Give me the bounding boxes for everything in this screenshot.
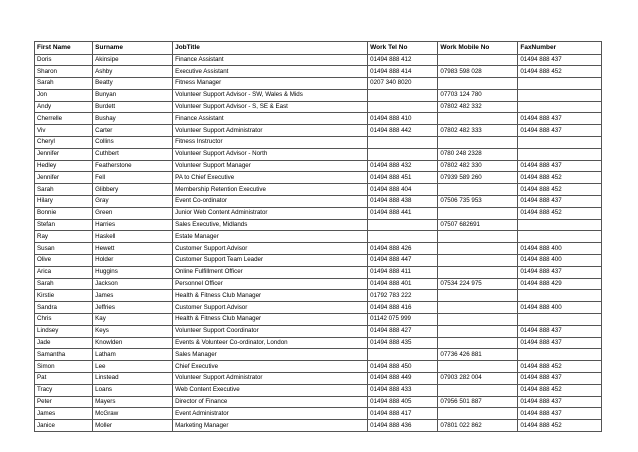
cell-fax-number xyxy=(518,349,602,361)
cell-surname: Kay xyxy=(93,314,173,326)
cell-job-title: Finance Assistant xyxy=(173,54,368,66)
cell-work-tel: 01494 888 447 xyxy=(368,255,438,267)
cell-work-tel: 01494 888 417 xyxy=(368,408,438,420)
cell-fax-number: 01494 888 437 xyxy=(518,396,602,408)
cell-first-name: Sharon xyxy=(35,66,93,78)
cell-fax-number: 01494 888 429 xyxy=(518,278,602,290)
cell-first-name: Chris xyxy=(35,314,93,326)
cell-fax-number: 01494 888 437 xyxy=(518,337,602,349)
cell-job-title: Events & Volunteer Co-ordinator, London xyxy=(173,337,368,349)
cell-fax-number: 01494 888 452 xyxy=(518,361,602,373)
cell-work-mobile xyxy=(438,290,518,302)
cell-surname: Carter xyxy=(93,125,173,137)
cell-work-tel: 01494 888 404 xyxy=(368,184,438,196)
table-row xyxy=(35,113,602,125)
cell-job-title: Estate Manager xyxy=(173,231,368,243)
cell-work-tel xyxy=(368,148,438,160)
cell-first-name: Ray xyxy=(35,231,93,243)
cell-fax-number: 01494 888 437 xyxy=(518,373,602,385)
cell-surname: Hewett xyxy=(93,243,173,255)
cell-surname: Haskell xyxy=(93,231,173,243)
cell-work-mobile xyxy=(438,302,518,314)
cell-work-mobile: 07903 282 004 xyxy=(438,373,518,385)
table-row xyxy=(35,172,602,184)
cell-first-name: Sarah xyxy=(35,184,93,196)
cell-first-name: Cheryl xyxy=(35,137,93,149)
cell-work-tel: 01494 888 412 xyxy=(368,54,438,66)
cell-work-tel: 01494 888 411 xyxy=(368,266,438,278)
cell-first-name: Doris xyxy=(35,54,93,66)
cell-work-tel xyxy=(368,89,438,101)
cell-fax-number xyxy=(518,314,602,326)
cell-first-name: Samantha xyxy=(35,349,93,361)
table-row xyxy=(35,373,602,385)
cell-job-title: Volunteer Support Advisor - S, SE & East xyxy=(173,101,368,113)
cell-work-tel xyxy=(368,231,438,243)
cell-surname: Ashby xyxy=(93,66,173,78)
cell-work-mobile: 07802 482 330 xyxy=(438,160,518,172)
cell-work-tel: 0207 340 8020 xyxy=(368,78,438,90)
cell-fax-number xyxy=(518,231,602,243)
cell-first-name: Sarah xyxy=(35,78,93,90)
table-body xyxy=(35,54,602,432)
cell-work-mobile xyxy=(438,361,518,373)
cell-job-title: Junior Web Content Administrator xyxy=(173,207,368,219)
cell-work-tel xyxy=(368,219,438,231)
cell-work-tel: 01792 783 222 xyxy=(368,290,438,302)
cell-fax-number: 01494 888 437 xyxy=(518,160,602,172)
table-row xyxy=(35,101,602,113)
column-header-fax-number: FaxNumber xyxy=(518,42,602,55)
cell-first-name: Sarah xyxy=(35,278,93,290)
cell-job-title: Online Fulfillment Officer xyxy=(173,266,368,278)
column-header-surname: Surname xyxy=(93,42,173,55)
cell-surname: Keys xyxy=(93,325,173,337)
table-row xyxy=(35,148,602,160)
cell-work-tel: 01142 075 999 xyxy=(368,314,438,326)
cell-first-name: Sandra xyxy=(35,302,93,314)
cell-job-title: Health & Fitness Club Manager xyxy=(173,314,368,326)
cell-first-name: Janice xyxy=(35,420,93,432)
cell-surname: Huggins xyxy=(93,266,173,278)
table-row xyxy=(35,137,602,149)
table-row xyxy=(35,66,602,78)
cell-job-title: Sales Executive, Midlands xyxy=(173,219,368,231)
cell-work-tel: 01494 888 449 xyxy=(368,373,438,385)
cell-surname: Featherstone xyxy=(93,160,173,172)
cell-surname: Green xyxy=(93,207,173,219)
cell-work-tel: 01494 888 442 xyxy=(368,125,438,137)
table-row xyxy=(35,196,602,208)
cell-surname: Bushay xyxy=(93,113,173,125)
cell-job-title: Executive Assistant xyxy=(173,66,368,78)
table-row xyxy=(35,278,602,290)
cell-surname: James xyxy=(93,290,173,302)
cell-first-name: Jon xyxy=(35,89,93,101)
cell-work-mobile xyxy=(438,314,518,326)
cell-job-title: Fitness Manager xyxy=(173,78,368,90)
cell-first-name: Susan xyxy=(35,243,93,255)
table-row xyxy=(35,255,602,267)
table-row xyxy=(35,384,602,396)
table-row xyxy=(35,184,602,196)
cell-fax-number xyxy=(518,137,602,149)
cell-surname: Latham xyxy=(93,349,173,361)
cell-job-title: Customer Support Team Leader xyxy=(173,255,368,267)
table-row xyxy=(35,219,602,231)
cell-work-mobile xyxy=(438,54,518,66)
cell-job-title: Volunteer Support Coordinator xyxy=(173,325,368,337)
cell-work-mobile: 07802 482 332 xyxy=(438,101,518,113)
cell-surname: Linstead xyxy=(93,373,173,385)
cell-work-tel: 01494 888 450 xyxy=(368,361,438,373)
cell-work-mobile xyxy=(438,337,518,349)
cell-work-mobile: 07939 589 260 xyxy=(438,172,518,184)
staff-contact-table xyxy=(34,41,602,432)
cell-surname: Fell xyxy=(93,172,173,184)
cell-surname: Mayers xyxy=(93,396,173,408)
table-row xyxy=(35,160,602,172)
cell-fax-number: 01494 888 400 xyxy=(518,255,602,267)
cell-first-name: James xyxy=(35,408,93,420)
cell-fax-number xyxy=(518,148,602,160)
cell-work-mobile: 07506 735 953 xyxy=(438,196,518,208)
table-row xyxy=(35,231,602,243)
table-row xyxy=(35,266,602,278)
cell-work-tel: 01494 888 414 xyxy=(368,66,438,78)
cell-fax-number xyxy=(518,101,602,113)
column-header-job-title: JobTitle xyxy=(173,42,368,55)
cell-work-tel xyxy=(368,137,438,149)
cell-work-mobile xyxy=(438,207,518,219)
cell-work-mobile: 0780 248 2328 xyxy=(438,148,518,160)
cell-work-mobile: 07801 022 862 xyxy=(438,420,518,432)
cell-first-name: Bonnie xyxy=(35,207,93,219)
cell-fax-number xyxy=(518,219,602,231)
cell-surname: Knowlden xyxy=(93,337,173,349)
cell-work-mobile: 07534 224 975 xyxy=(438,278,518,290)
cell-first-name: Jennifer xyxy=(35,172,93,184)
cell-work-tel xyxy=(368,101,438,113)
cell-fax-number: 01494 888 452 xyxy=(518,207,602,219)
cell-first-name: Stefan xyxy=(35,219,93,231)
cell-job-title: Event Co-ordinator xyxy=(173,196,368,208)
table-row xyxy=(35,302,602,314)
cell-job-title: Marketing Manager xyxy=(173,420,368,432)
cell-job-title: Director of Finance xyxy=(173,396,368,408)
table-row xyxy=(35,78,602,90)
cell-fax-number: 01494 888 437 xyxy=(518,196,602,208)
cell-work-mobile xyxy=(438,325,518,337)
cell-work-mobile xyxy=(438,78,518,90)
cell-surname: Cuthbert xyxy=(93,148,173,160)
cell-first-name: Tracy xyxy=(35,384,93,396)
cell-surname: Bunyan xyxy=(93,89,173,101)
table-row xyxy=(35,89,602,101)
cell-surname: Glibbery xyxy=(93,184,173,196)
cell-work-tel: 01494 888 436 xyxy=(368,420,438,432)
cell-first-name: Arica xyxy=(35,266,93,278)
cell-fax-number: 01494 888 437 xyxy=(518,54,602,66)
cell-work-mobile: 07703 124 780 xyxy=(438,89,518,101)
cell-fax-number: 01494 888 437 xyxy=(518,325,602,337)
cell-fax-number: 01494 888 437 xyxy=(518,125,602,137)
cell-work-mobile: 07507 682691 xyxy=(438,219,518,231)
cell-job-title: Volunteer Support Administrator xyxy=(173,373,368,385)
cell-first-name: Lindsey xyxy=(35,325,93,337)
cell-first-name: Hedley xyxy=(35,160,93,172)
column-header-work-mobile: Work Mobile No xyxy=(438,42,518,55)
cell-job-title: Personnel Officer xyxy=(173,278,368,290)
contact-sheet xyxy=(34,41,602,432)
cell-fax-number: 01494 888 400 xyxy=(518,302,602,314)
table-row xyxy=(35,396,602,408)
cell-work-mobile xyxy=(438,384,518,396)
cell-work-mobile: 07983 598 028 xyxy=(438,66,518,78)
cell-fax-number: 01494 888 437 xyxy=(518,113,602,125)
cell-fax-number xyxy=(518,78,602,90)
table-header xyxy=(35,42,602,55)
table-row xyxy=(35,361,602,373)
cell-surname: Gray xyxy=(93,196,173,208)
cell-fax-number: 01494 888 400 xyxy=(518,243,602,255)
cell-work-tel xyxy=(368,349,438,361)
cell-first-name: Pat xyxy=(35,373,93,385)
cell-job-title: Customer Support Advisor xyxy=(173,243,368,255)
column-header-work-tel: Work Tel No xyxy=(368,42,438,55)
cell-job-title: Event Administrator xyxy=(173,408,368,420)
table-row xyxy=(35,337,602,349)
cell-work-tel: 01494 888 432 xyxy=(368,160,438,172)
cell-job-title: Customer Support Advisor xyxy=(173,302,368,314)
table-row xyxy=(35,325,602,337)
cell-job-title: Health & Fitness Club Manager xyxy=(173,290,368,302)
cell-work-tel: 01494 888 438 xyxy=(368,196,438,208)
cell-work-tel: 01494 888 441 xyxy=(368,207,438,219)
cell-job-title: Chief Executive xyxy=(173,361,368,373)
cell-fax-number: 01494 888 452 xyxy=(518,66,602,78)
cell-job-title: Membership Retention Executive xyxy=(173,184,368,196)
cell-work-tel: 01494 888 416 xyxy=(368,302,438,314)
cell-job-title: PA to Chief Executive xyxy=(173,172,368,184)
cell-fax-number: 01494 888 452 xyxy=(518,420,602,432)
table-row xyxy=(35,314,602,326)
cell-surname: Moller xyxy=(93,420,173,432)
cell-work-mobile xyxy=(438,408,518,420)
cell-work-tel: 01494 888 451 xyxy=(368,172,438,184)
cell-first-name: Hilary xyxy=(35,196,93,208)
cell-work-mobile xyxy=(438,266,518,278)
table-row xyxy=(35,125,602,137)
cell-work-mobile xyxy=(438,231,518,243)
cell-job-title: Web Content Executive xyxy=(173,384,368,396)
cell-surname: Akinsipe xyxy=(93,54,173,66)
cell-first-name: Simon xyxy=(35,361,93,373)
cell-job-title: Volunteer Support Manager xyxy=(173,160,368,172)
cell-fax-number xyxy=(518,290,602,302)
cell-first-name: Jennifer xyxy=(35,148,93,160)
table-row xyxy=(35,420,602,432)
cell-fax-number xyxy=(518,89,602,101)
cell-work-tel: 01494 888 410 xyxy=(368,113,438,125)
cell-job-title: Finance Assistant xyxy=(173,113,368,125)
cell-surname: Jackson xyxy=(93,278,173,290)
cell-work-mobile: 07736 426 881 xyxy=(438,349,518,361)
cell-fax-number: 01494 888 437 xyxy=(518,408,602,420)
cell-surname: Holder xyxy=(93,255,173,267)
cell-surname: Beatty xyxy=(93,78,173,90)
cell-surname: Collins xyxy=(93,137,173,149)
table-row xyxy=(35,290,602,302)
cell-surname: Jeffries xyxy=(93,302,173,314)
cell-work-mobile xyxy=(438,243,518,255)
cell-job-title: Volunteer Support Administrator xyxy=(173,125,368,137)
table-row xyxy=(35,349,602,361)
cell-work-mobile: 07802 482 333 xyxy=(438,125,518,137)
cell-fax-number: 01494 888 452 xyxy=(518,172,602,184)
cell-surname: Harries xyxy=(93,219,173,231)
cell-fax-number: 01494 888 452 xyxy=(518,384,602,396)
cell-work-mobile xyxy=(438,255,518,267)
cell-work-tel: 01494 888 435 xyxy=(368,337,438,349)
cell-first-name: Olive xyxy=(35,255,93,267)
cell-work-mobile xyxy=(438,137,518,149)
cell-fax-number: 01494 888 452 xyxy=(518,184,602,196)
cell-first-name: Kirstie xyxy=(35,290,93,302)
table-row xyxy=(35,207,602,219)
cell-first-name: Viv xyxy=(35,125,93,137)
header-row xyxy=(35,42,602,55)
cell-first-name: Jade xyxy=(35,337,93,349)
cell-work-tel: 01494 888 426 xyxy=(368,243,438,255)
cell-work-mobile xyxy=(438,113,518,125)
cell-work-tel: 01494 888 401 xyxy=(368,278,438,290)
cell-job-title: Fitness Instructor xyxy=(173,137,368,149)
cell-work-tel: 01494 888 433 xyxy=(368,384,438,396)
cell-job-title: Volunteer Support Advisor - North xyxy=(173,148,368,160)
cell-work-tel: 01494 888 405 xyxy=(368,396,438,408)
table-row xyxy=(35,243,602,255)
cell-fax-number: 01494 888 437 xyxy=(518,266,602,278)
cell-surname: Burdett xyxy=(93,101,173,113)
cell-surname: McGraw xyxy=(93,408,173,420)
cell-first-name: Andy xyxy=(35,101,93,113)
table-row xyxy=(35,54,602,66)
cell-job-title: Volunteer Support Advisor - SW, Wales & Mids xyxy=(173,89,368,101)
table-row xyxy=(35,408,602,420)
cell-work-mobile xyxy=(438,184,518,196)
cell-work-tel: 01494 888 427 xyxy=(368,325,438,337)
cell-first-name: Cherrelle xyxy=(35,113,93,125)
cell-work-mobile: 07956 501 887 xyxy=(438,396,518,408)
cell-surname: Lee xyxy=(93,361,173,373)
cell-first-name: Peter xyxy=(35,396,93,408)
cell-job-title: Sales Manager xyxy=(173,349,368,361)
column-header-first-name: First Name xyxy=(35,42,93,55)
cell-surname: Loans xyxy=(93,384,173,396)
